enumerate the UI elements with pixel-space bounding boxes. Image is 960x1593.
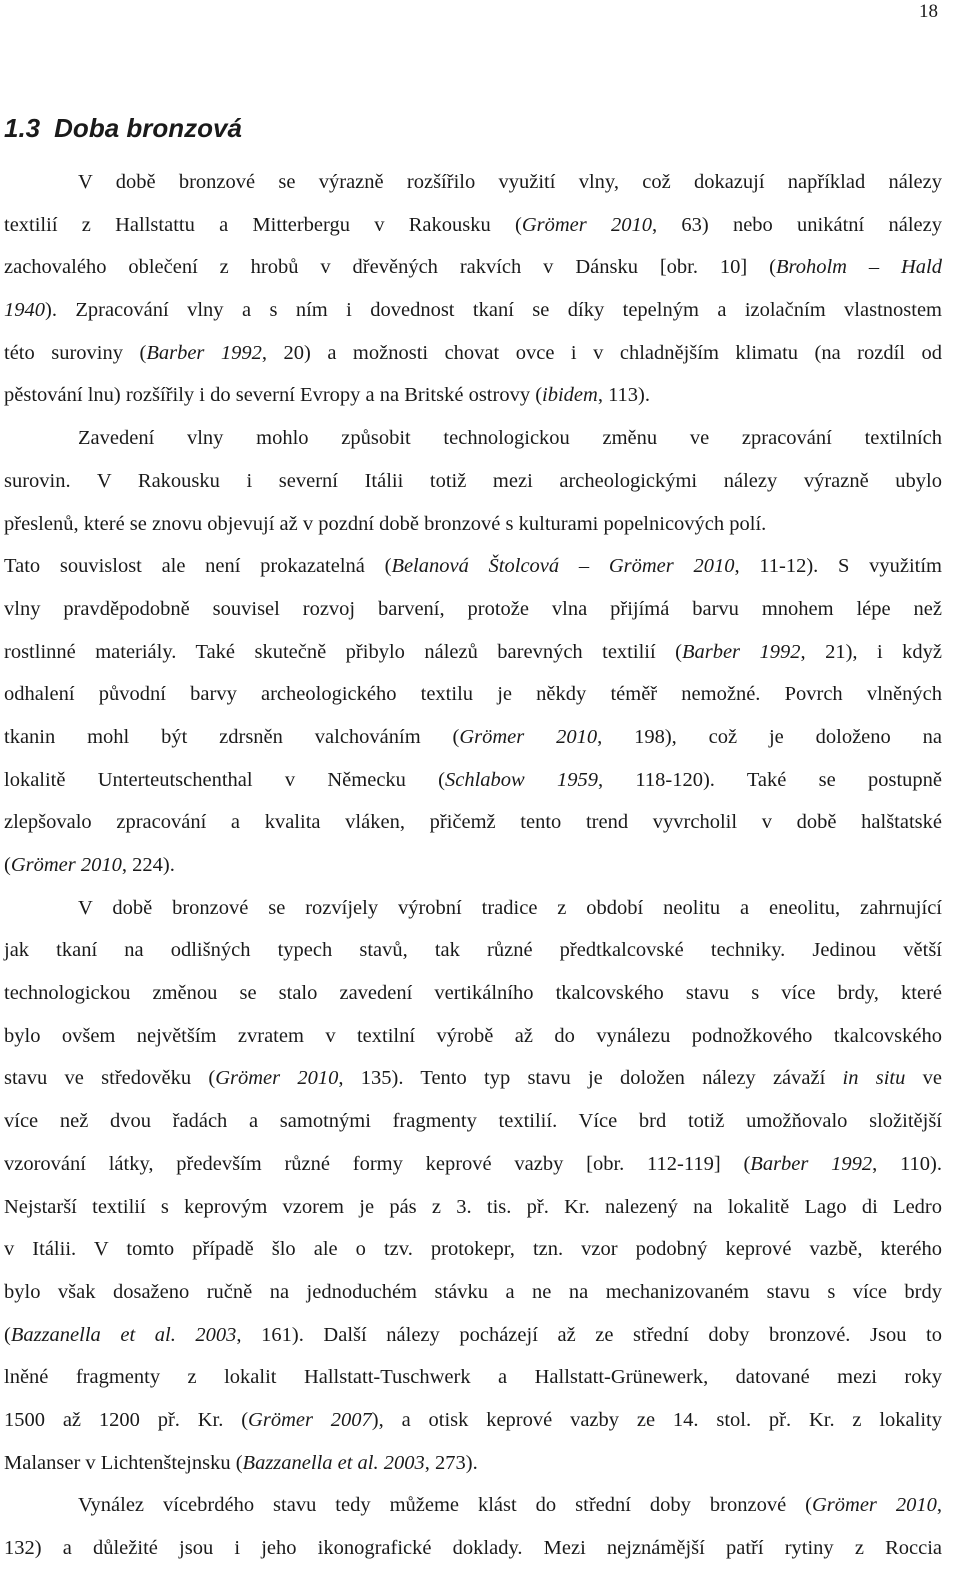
text-line: v Itálii. V tomto případě šlo ale o tzv. protokepr, tzn. vzor podobný keprové vazbě, kterého (4, 1238, 942, 1261)
text-line: surovin. V Rakousku i severní Itálii totiž mezi archeologickými nálezy výrazně ubylo (4, 469, 942, 492)
page-number: 18 (919, 1, 938, 22)
text-line: bylo však dosaženo ručně na jednoduchém stávku a ne na mechanizovaném stavu s více brdy (4, 1280, 942, 1303)
text-line: tkanin mohl být zdrsněn valchováním (Grömer 2010, 198), což je doloženo na (4, 725, 942, 748)
text-line: Tato souvislost ale není prokazatelná (Belanová Štolcová – Grömer 2010, 11-12). S využitím (4, 555, 943, 578)
text-line: technologickou změnou se stalo zavedení vertikálního tkalcovského stavu s více brdy, které (4, 982, 942, 1005)
text-line: zachovalého oblečení z hrobů v dřevěných rakvích v Dánsku [obr. 10] (Broholm – Hald (4, 256, 943, 279)
text-line: zlepšovalo zpracování a kvalita vláken, přičemž tento trend vyvrcholil v době halštatské (4, 811, 942, 834)
text-line: rostlinné materiály. Také skutečně přibylo nálezů barevných textilií (Barber 1992, 21), i když (4, 640, 943, 663)
text-line: pěstování lnu) rozšířily i do severní Evropy a na Britské ostrovy (ibidem, 113). (4, 384, 651, 407)
text-line: V době bronzové se rozvíjely výrobní tradice z období neolitu a eneolitu, zahrnující (78, 896, 942, 919)
section-number: 1.3 (4, 113, 41, 143)
text-line: textilií z Hallstattu a Mitterbergu v Rakousku (Grömer 2010, 63) nebo unikátní nálezy (4, 213, 942, 236)
text-line: vlny pravděpodobně souvisel rozvoj barvení, protože vlna přijímá barvu mnohem lépe než (4, 597, 942, 620)
text-line: této suroviny (Barber 1992, 20) a možnosti chovat ovce i v chladnějším klimatu (na rozdíl od (4, 341, 942, 364)
text-line: odhalení původní barvy archeologického textilu je někdy téměř nemožné. Povrch vlněných (4, 683, 942, 706)
text-line: Vynález vícebrdého stavu tedy můžeme klást do střední doby bronzové (Grömer 2010, (78, 1494, 942, 1517)
text-line: stavu ve středověku (Grömer 2010, 135). Tento typ stavu je doložen nálezy závaží in situ ve (4, 1067, 942, 1090)
body-text (4, 161, 942, 1570)
text-line: lněné fragmenty z lokalit Hallstatt-Tuschwerk a Hallstatt-Grünewerk, datované mezi roky (4, 1366, 942, 1389)
text-line: (Grömer 2010, 224). (4, 854, 175, 876)
text-line: 1500 až 1200 př. Kr. (Grömer 2007), a otisk keprové vazby ze 14. stol. př. Kr. z lokality (4, 1408, 942, 1431)
text-line: (Bazzanella et al. 2003, 161). Další nálezy pocházejí až ze střední doby bronzové. Jsou to (4, 1323, 942, 1346)
text-line: více než dvou řadách a samotnými fragmenty textilií. Více brd totiž umožňovalo složitější (4, 1110, 942, 1133)
section-title: Doba bronzová (54, 113, 242, 143)
text-line: lokalitě Unterteutschenthal v Německu (Schlabow 1959, 118-120). Také se postupně (4, 768, 943, 791)
text-line: 1940). Zpracování vlny a s ním i dovednost tkaní se díky tepelným a izolačním vlastnostem (4, 299, 942, 322)
text-line: 132) a důležité jsou i jeho ikonografické doklady. Mezi nejznámější patří rytiny z Roccia (4, 1537, 942, 1559)
text-line: Nejstarší textilií s keprovým vzorem je pás z 3. tis. př. Kr. nalezený na lokalitě Lago di Ledro (4, 1195, 942, 1218)
section-heading (4, 108, 242, 148)
text-line: Zavedení vlny mohlo způsobit technologickou změnu ve zpracování textilních (78, 427, 942, 450)
text-line: vzorování látky, především různé formy keprové vazby [obr. 112-119] (Barber 1992, 110). (4, 1152, 942, 1175)
text-line: V době bronzové se výrazně rozšířilo využití vlny, což dokazují například nálezy (78, 171, 942, 193)
text-line: bylo ovšem největším zvratem v textilní výrobě až do vynálezu podnožkového tkalcovského (4, 1024, 942, 1047)
text-line: jak tkaní na odlišných typech stavů, tak různé předtkalcovské techniky. Jedinou větší (4, 939, 942, 962)
text-line: přeslenů, které se znovu objevují až v pozdní době bronzové s kulturami popelnicových polí. (4, 512, 767, 535)
text-line: Malanser v Lichtenštejnsku (Bazzanella et al. 2003, 273). (4, 1451, 478, 1474)
